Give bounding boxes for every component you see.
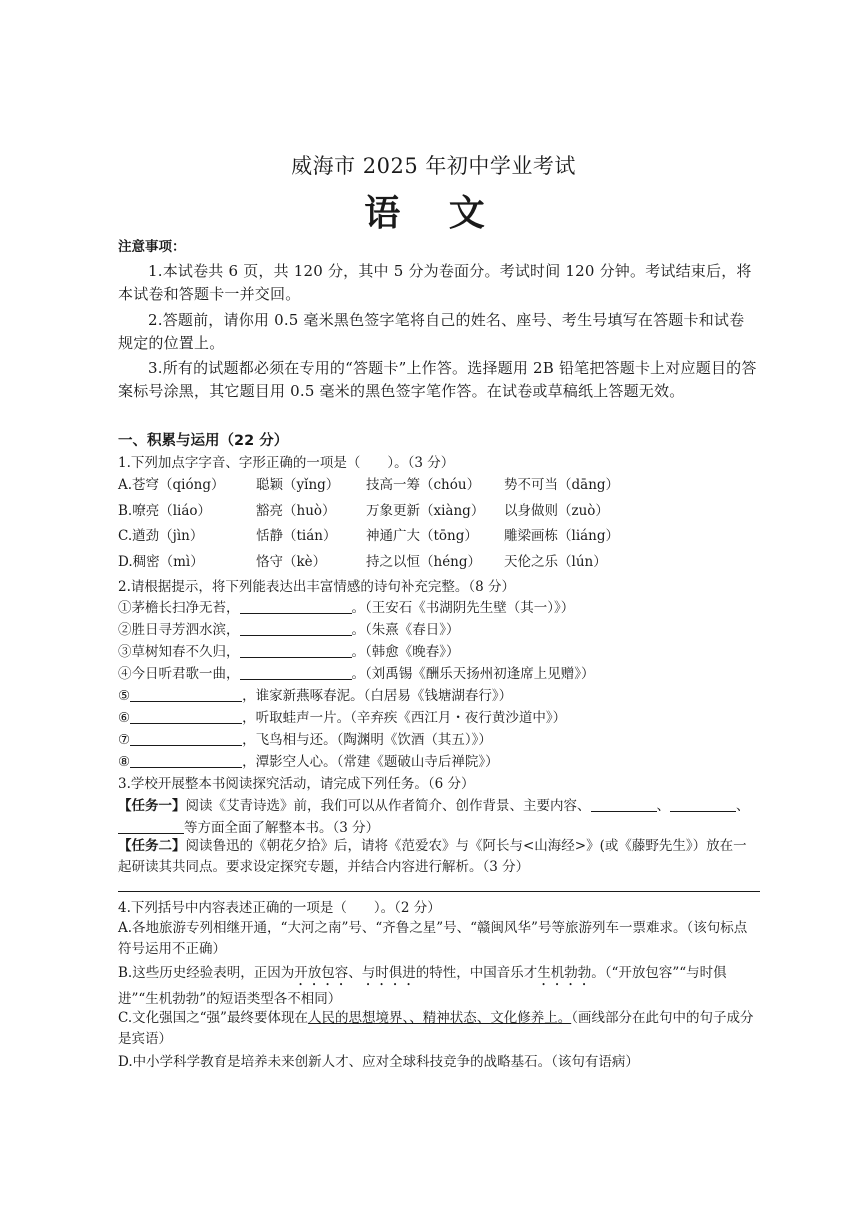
poem-given-text: ②胜日寻芳泗水滨， — [118, 622, 240, 638]
q4-b-phrase-1: 开放包容 — [294, 965, 349, 981]
q4-option-d: D.中小学科学教育是培养未来创新人才、应对全球科技竞争的战略基石。（该句有语病） — [118, 1054, 639, 1070]
poem-line-6 — [118, 708, 758, 729]
poem-source: 。（王安石《书湖阴先生壁（其一）》） — [351, 600, 575, 616]
poem-source: 。（韩愈《晚春》） — [351, 644, 460, 660]
answer-blank[interactable] — [591, 797, 657, 812]
task-1-tag: 【任务一】 — [118, 798, 186, 814]
q4-c-underlined: 人民的思想境界、、精神状态、文化修养上。 — [307, 1010, 572, 1026]
task-2-tag: 【任务二】 — [118, 838, 186, 854]
q1-b-word-2: 豁亮（huò） — [256, 503, 336, 519]
question-2-stem: 2.请根据提示，将下列能表达出丰富情感的诗句补充完整。（8 分） — [118, 579, 516, 595]
poem-source: 。（刘禹锡《酬乐天扬州初逢席上见赠》） — [351, 666, 595, 682]
answer-blank[interactable] — [130, 709, 242, 724]
poem-given-text: ①茅檐长扫净无苔， — [118, 600, 240, 616]
poem-line-1 — [118, 598, 758, 619]
answer-blank[interactable] — [240, 621, 352, 636]
poem-line-3 — [118, 642, 758, 663]
poem-given-text: ④今日听君歌一曲， — [118, 666, 240, 682]
answer-blank[interactable] — [240, 599, 352, 614]
poem-line-7 — [118, 730, 758, 751]
q4-b-text: 的特性，中国音乐才 — [415, 965, 538, 981]
answer-blank[interactable] — [130, 731, 242, 746]
question-1-stem: 1.下列加点字字音、字形正确的一项是（ ）。（3 分） — [118, 455, 455, 471]
q1-c-word-3: 神通广大（tōng） — [366, 528, 478, 544]
answer-blank[interactable] — [130, 753, 242, 768]
poem-line-8 — [118, 752, 758, 773]
poem-given-text: ，潭影空人心。（常建《题破山寺后禅院》） — [242, 754, 499, 770]
q1-d-word-4: 天伦之乐（lún） — [504, 554, 607, 570]
task-1-tail: 等方面全面了解整本书。（3 分） — [184, 820, 380, 836]
q1-d-word-3: 持之以恒（héng） — [366, 554, 482, 570]
task-1-separator: 、 — [736, 798, 750, 814]
q1-b-word-1: B.嘹亮（liáo） — [118, 503, 212, 519]
poem-number: ⑧ — [118, 754, 131, 770]
q4-option-b — [118, 963, 758, 1010]
q4-b-phrase-3: 生机勃勃 — [537, 965, 592, 981]
q1-b-word-3: 万象更新（xiàng） — [366, 503, 485, 519]
q1-a-word-3: 技高一筹（chóu） — [366, 477, 481, 493]
task-1-text: 阅读《艾青诗选》前，我们可以从作者简介、创作背景、主要内容、 — [185, 798, 591, 814]
poem-number: ⑤ — [118, 688, 131, 704]
poem-source: 。（朱熹《春日》） — [351, 622, 460, 638]
q1-d-word-2: 恪守（kè） — [256, 554, 327, 570]
task-2-text: 阅读鲁迅的《朝花夕拾》后，请将《范爱农》与《阿长与<山海经>》(或《藤野先生》）放在一起研读其共同点。要求设定探究专题，并结合内容进行解析。（3 分） — [118, 838, 747, 875]
poem-number: ⑥ — [118, 710, 131, 726]
q1-b-word-4: 以身做则（zuò） — [504, 503, 609, 519]
task-1-separator: 、 — [656, 798, 670, 814]
notice-item-2: 2.答题前，请你用 0.5 毫米黑色签字笔将自己的姓名、座号、考生号填写在答题卡和试卷规定的位置上。 — [118, 311, 745, 352]
question-3-stem: 3.学校开展整本书阅读探究活动，请完成下列任务。（6 分） — [118, 776, 475, 792]
answer-blank[interactable] — [670, 797, 736, 812]
section-heading: 一、积累与运用（22 分） — [118, 433, 289, 449]
answer-blank[interactable] — [130, 687, 242, 702]
poem-line-4 — [118, 664, 758, 685]
poem-number: ⑦ — [118, 732, 131, 748]
section-divider — [118, 891, 760, 892]
poem-given-text: ，飞鸟相与还。（陶渊明《饮酒（其五）》） — [242, 732, 492, 748]
poem-given-text: ，谁家新燕啄春泥。（白居易《钱塘湖春行》） — [242, 688, 513, 704]
q1-a-word-2: 聪颖（yǐng） — [256, 477, 340, 493]
task-1-line — [118, 796, 758, 817]
subject-title: 语 文 — [364, 192, 503, 234]
notice-item-1: 1.本试卷共 6 页，共 120 分，其中 5 分为卷面分。考试时间 120 分钟。考试结束后，将本试卷和答题卡一并交回。 — [118, 262, 752, 303]
poem-line-5 — [118, 686, 758, 707]
q4-c-text: C.文化强国之“强”最终要体现在 — [118, 1010, 308, 1026]
poem-given-text: ，听取蛙声一片。（辛弃疾《西江月・夜行黄沙道中》） — [242, 710, 567, 726]
q4-b-phrase-2: 与时俱进 — [361, 965, 416, 981]
q1-c-word-4: 雕梁画栋（liáng） — [504, 528, 620, 544]
notice-item-3: 3.所有的试题都必须在专用的“答题卡”上作答。选择题用 2B 铅笔把答题卡上对应题目的答案标号涂黑，其它题目用 0.5 毫米的黑色签字笔作答。在试卷或草稿纸上答题无效。 — [118, 359, 757, 400]
q4-b-text: B.这些历史经验表明，正因为 — [118, 965, 295, 981]
poem-given-text: ③草树知春不久归， — [118, 644, 240, 660]
q1-a-word-1: A.苍穹（qióng） — [118, 477, 225, 493]
exam-title: 威海市 2025 年初中学业考试 — [291, 154, 576, 178]
notice-heading: 注意事项： — [118, 239, 186, 255]
q1-c-word-2: 恬静（tián） — [256, 528, 337, 544]
q4-b-text: 、 — [348, 965, 362, 981]
answer-blank[interactable] — [240, 643, 352, 658]
question-4-stem: 4.下列括号中内容表述正确的一项是（ ）。（2 分） — [118, 900, 441, 916]
q4-b-text: 。（“开放包容”“与时俱进”“生机勃勃”的短语类型各不相同） — [118, 965, 727, 1007]
q1-a-word-4: 势不可当（dāng） — [504, 477, 620, 493]
answer-blank[interactable] — [240, 665, 352, 680]
answer-blank[interactable] — [118, 819, 184, 834]
q4-option-a: A.各地旅游专列相继开通，“大河之南”号、“齐鲁之星”号、“赣闽风华”号等旅游列车一票难求。（该句标点符号运用不正确） — [118, 920, 748, 957]
q4-option-c — [118, 1008, 758, 1050]
q4-c-text: （画线部分在此句中的句子成分是宾语） — [118, 1010, 754, 1047]
poem-line-2 — [118, 620, 758, 641]
q1-d-word-1: D.稠密（mì） — [118, 554, 204, 570]
task-2-paragraph — [118, 836, 758, 878]
q1-c-word-1: C.遒劲（jìn） — [118, 528, 204, 544]
